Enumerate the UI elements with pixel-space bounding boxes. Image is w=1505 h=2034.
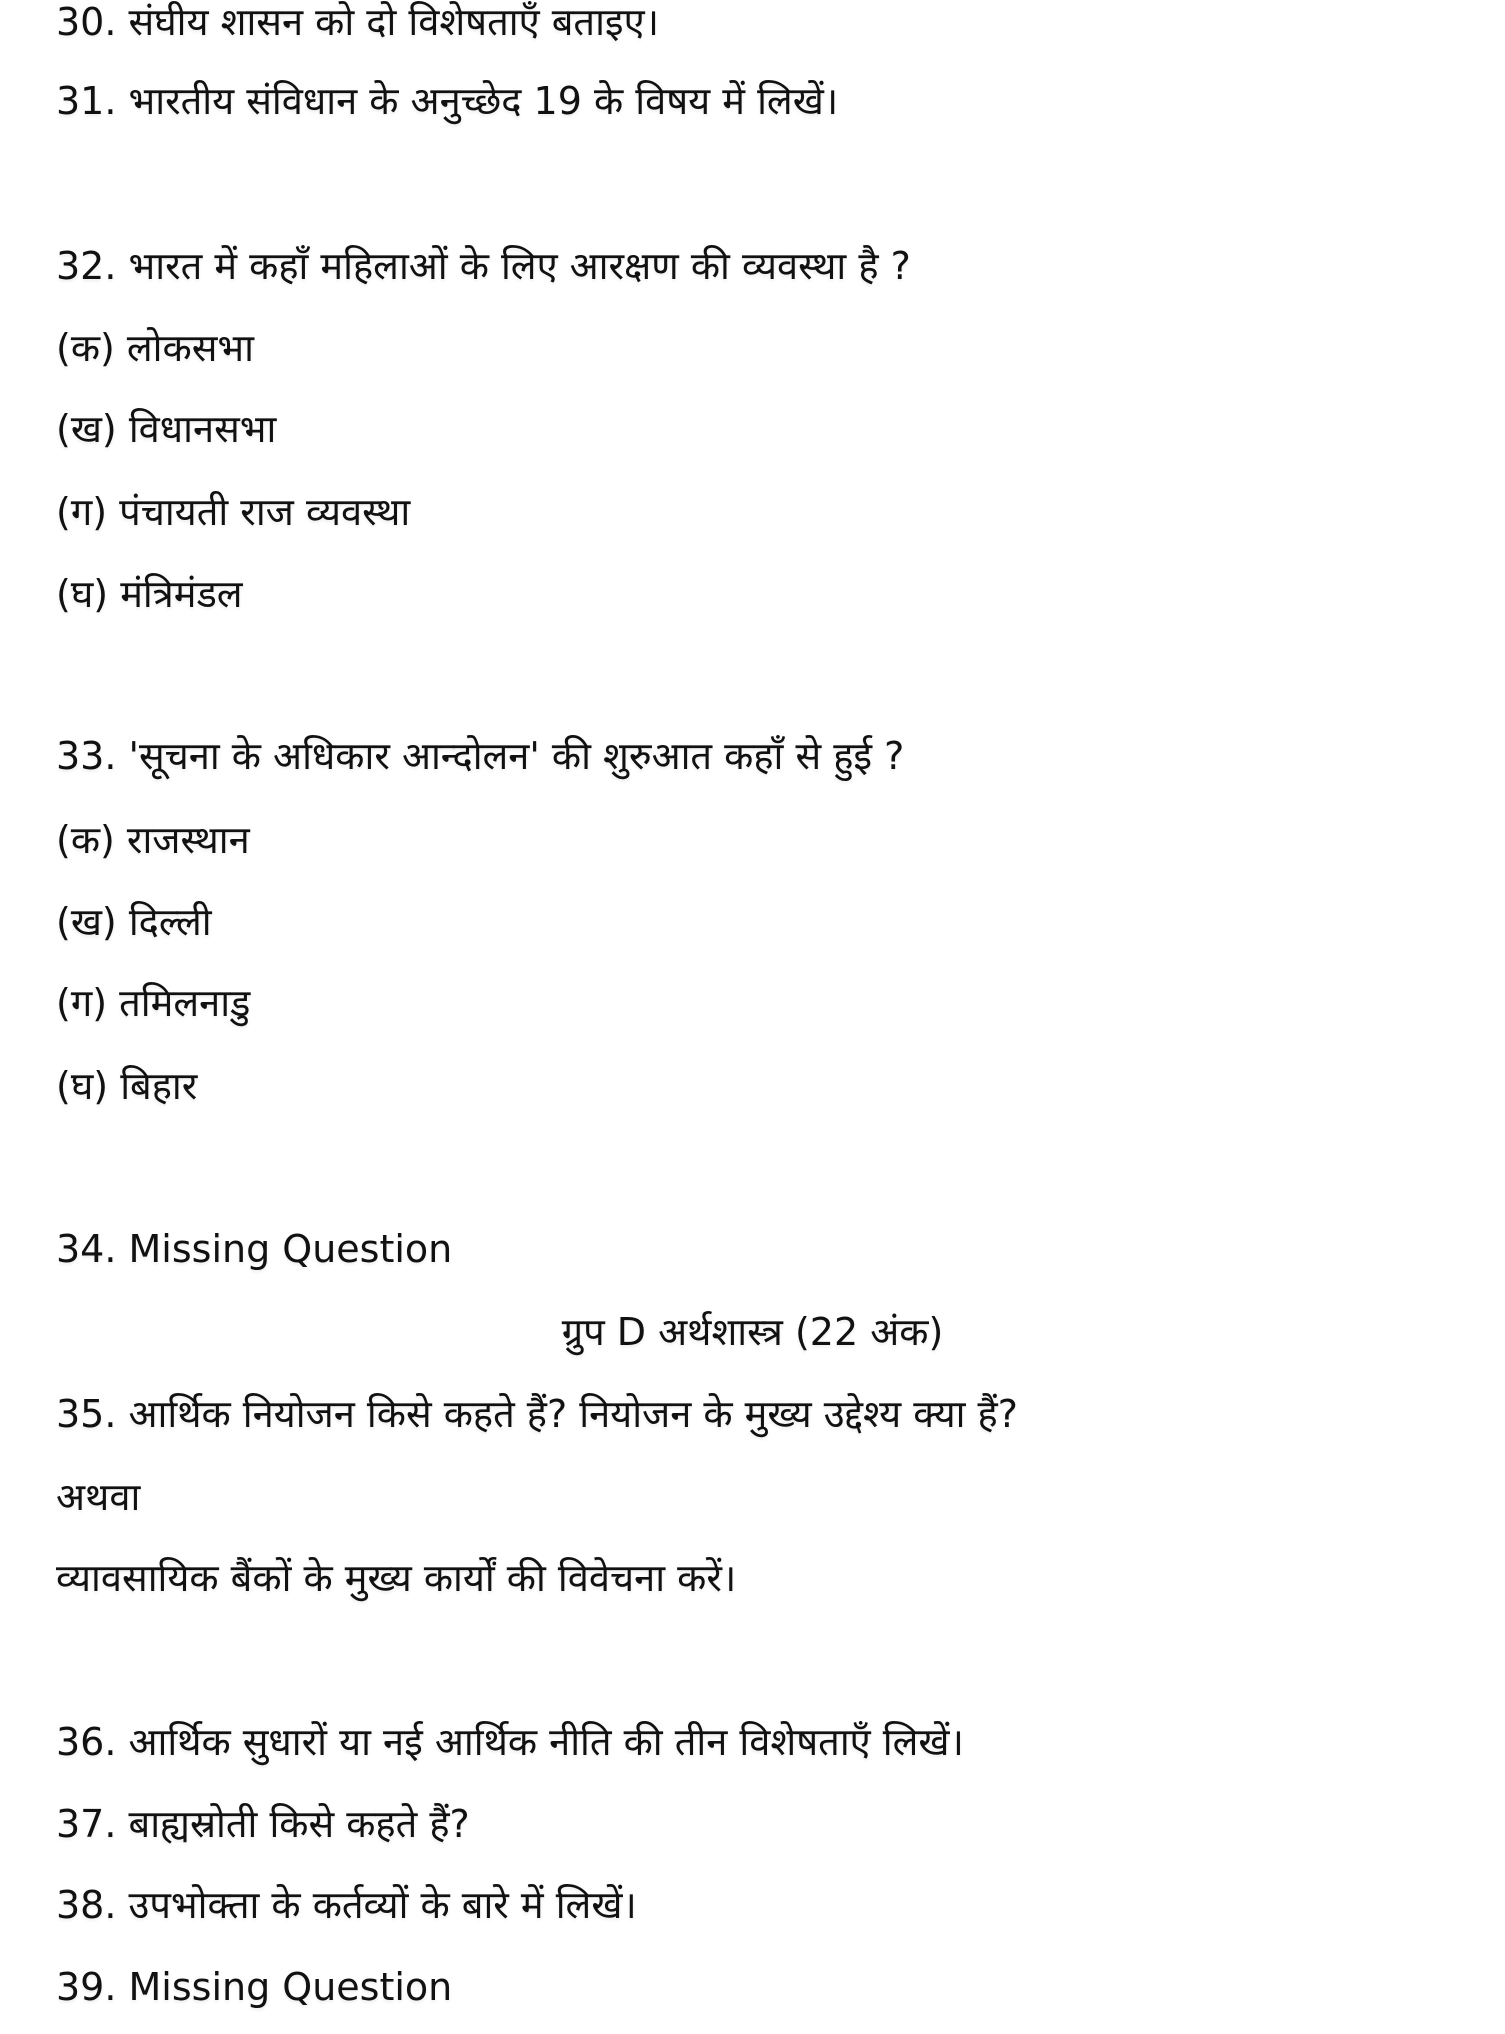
question-32: 32. भारत में कहाँ महिलाओं के लिए आरक्षण की व्यवस्था है ? [56, 244, 911, 288]
question-30: 30. संघीय शासन को दो विशेषताएँ बताइए। [56, 0, 660, 44]
question-33: 33. 'सूचना के अधिकार आन्दोलन' की शुरुआत कहाँ से हुई ? [56, 734, 905, 778]
question-36: 36. आर्थिक सुधारों या नई आर्थिक नीति की तीन विशेषताएँ लिखें। [56, 1720, 964, 1764]
question-32-option-gha: (घ) मंत्रिमंडल [56, 572, 243, 616]
question-38: 38. उपभोक्ता के कर्तव्यों के बारे में लिखें। [56, 1883, 637, 1927]
question-33-option-ka: (क) राजस्थान [56, 818, 250, 862]
question-35-alternative: व्यावसायिक बैंकों के मुख्य कार्यों की विवेचना करें। [56, 1556, 737, 1600]
question-31: 31. भारतीय संविधान के अनुच्छेद 19 के विषय में लिखें। [56, 79, 839, 123]
question-39: 39. Missing Question [56, 1965, 453, 2009]
question-32-option-ga: (ग) पंचायती राज व्यवस्था [56, 490, 411, 534]
question-33-option-kha: (ख) दिल्ली [56, 900, 212, 944]
question-32-option-kha: (ख) विधानसभा [56, 407, 277, 451]
question-34: 34. Missing Question [56, 1227, 453, 1271]
question-35-or: अथवा [56, 1475, 141, 1519]
question-33-option-gha: (घ) बिहार [56, 1064, 198, 1108]
section-heading-group-d: ग्रुप D अर्थशास्त्र (22 अंक) [561, 1310, 944, 1354]
question-32-option-ka: (क) लोकसभा [56, 326, 254, 370]
question-35: 35. आर्थिक नियोजन किसे कहते हैं? नियोजन के मुख्य उद्देश्य क्या हैं? [56, 1392, 1018, 1436]
question-33-option-ga: (ग) तमिलनाडु [56, 981, 251, 1025]
question-37: 37. बाह्यस्रोती किसे कहते हैं? [56, 1802, 470, 1846]
